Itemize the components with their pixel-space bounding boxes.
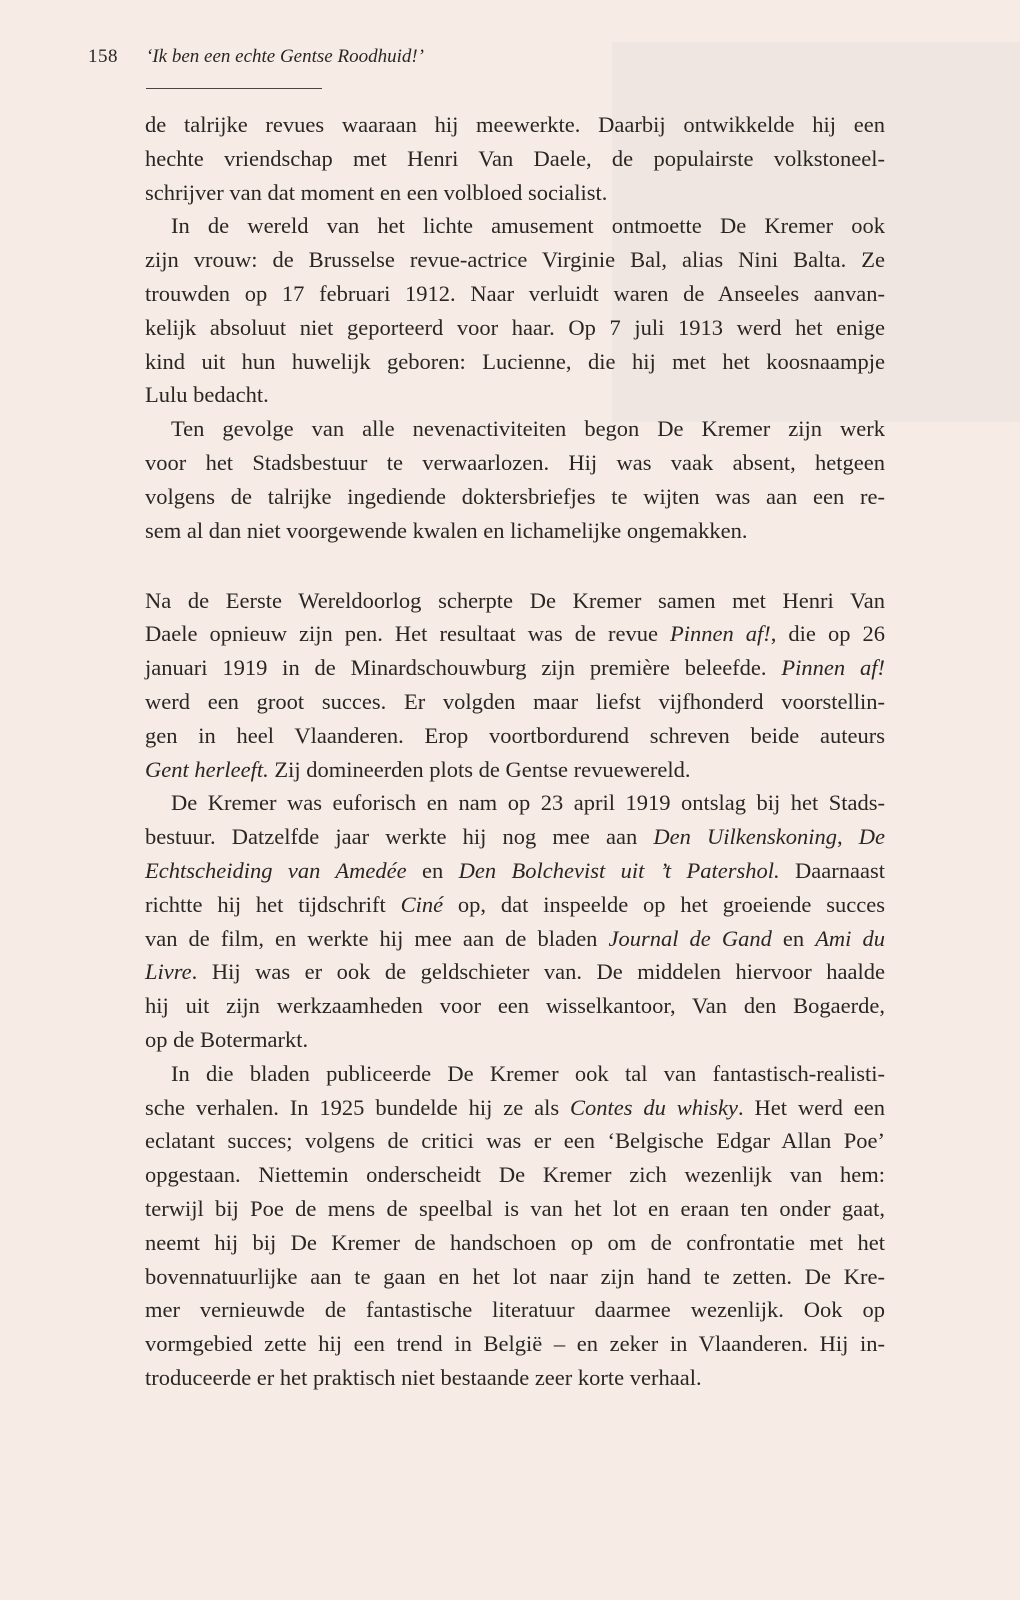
text-run: . Hij was er ook de geldschieter van. De middelen hiervoor haalde [191, 959, 885, 985]
text-run: De Kremer was euforisch en nam op 23 april 1919 ontslag bij het Stads- [171, 790, 885, 816]
italic-title: Echtscheiding van Amedée [145, 857, 407, 883]
text-line [145, 1093, 885, 1123]
text-run: eclatant succes; volgens de critici was er een ‘Belgische Edgar Allan Poe’ [145, 1128, 885, 1154]
text-run: werd een groot succes. Er volgden maar liefst vijfhonderd voorstellin- [145, 688, 885, 714]
italic-title: Ami du [815, 925, 885, 951]
text-line [145, 755, 885, 785]
text-run: de talrijke revues waaraan hij meewerkte. Daarbij ontwikkelde hij een [145, 112, 885, 137]
text-run: volgens de talrijke ingediende doktersbriefjes te wijten was aan een re- [145, 483, 885, 509]
text-run: op de Botermarkt. [145, 1026, 309, 1052]
italic-title: Contes du whisky [570, 1094, 739, 1120]
text-line [145, 1329, 885, 1359]
text-line [145, 957, 885, 987]
text-run: troduceerde er het praktisch niet bestaande zeer korte verhaal. [145, 1364, 702, 1390]
text-run: richtte hij het tijdschrift [145, 891, 401, 917]
text-line [145, 448, 885, 478]
text-line [145, 890, 885, 920]
text-run: van de film, en werkte hij mee aan de bladen [145, 925, 609, 951]
text-run: Zij domineerden plots de Gentse revuewereld. [268, 756, 691, 782]
text-line [145, 347, 885, 377]
text-run: en [771, 925, 816, 951]
text-run: gen in heel Vlaanderen. Erop voortbordurend schreven beide auteurs [145, 722, 885, 748]
text-line [145, 1126, 885, 1156]
italic-title: De [858, 824, 885, 850]
text-line [145, 687, 885, 717]
italic-title: Gent herleeft. [145, 756, 269, 782]
text-run: , [836, 824, 859, 850]
text-run: Daarnaast [779, 857, 885, 883]
text-run: terwijl bij Poe de mens de speelbal is van het lot en eraan ten onder gaat, [145, 1195, 885, 1221]
text-run: voor het Stadsbestuur te verwaarlozen. Hij was vaak absent, hetgeen [145, 450, 885, 475]
text-run: sem al dan niet voorgewende kwalen en lichamelijke ongemakken. [145, 517, 748, 543]
text-line [145, 721, 885, 751]
text-line [145, 1262, 885, 1292]
text-run: bovennatuurlijke aan te gaan en het lot naar zijn hand te zetten. De Kre- [145, 1263, 885, 1289]
italic-title: Pinnen af! [670, 621, 771, 647]
text-run: januari 1919 in de Minardschouwburg zijn première beleefde. [145, 655, 782, 681]
text-run: op, dat inspeelde op het groeiende succes [443, 891, 885, 917]
text-run: . Het werd een [738, 1094, 885, 1120]
text-run: vormgebied zette hij een trend in België – en zeker in Vlaanderen. Hij in- [145, 1331, 885, 1357]
text-line [145, 991, 885, 1021]
text-line [145, 1228, 885, 1258]
header-rule [146, 88, 322, 89]
text-run: Daele opnieuw zijn pen. Het resultaat was de revue [145, 621, 670, 647]
text-run: In die bladen publiceerde De Kremer ook tal van fantastisch-realisti- [171, 1060, 885, 1086]
italic-title: Ciné [400, 891, 444, 917]
text-run: schrijver van dat moment en een volbloed socialist. [145, 179, 608, 205]
text-line [145, 178, 885, 208]
text-line [145, 313, 885, 343]
text-line [171, 1059, 885, 1089]
text-line [145, 1363, 885, 1393]
text-line [145, 619, 885, 649]
text-line [145, 586, 885, 616]
text-run: neemt hij bij De Kremer de handschoen op om de confrontatie met het [145, 1229, 885, 1255]
text-run: Na de Eerste Wereldoorlog scherpte De Kremer samen met Henri Van [145, 587, 885, 613]
text-line [145, 482, 885, 512]
running-title: ‘Ik ben een echte Gentse Roodhuid!’ [146, 46, 425, 67]
text-line [145, 1025, 885, 1055]
text-run: opgestaan. Niettemin onderscheidt De Kremer zich wezenlijk van hem: [145, 1162, 885, 1188]
text-line [145, 144, 885, 174]
text-line [145, 822, 885, 852]
text-line [145, 924, 885, 954]
text-line [145, 1194, 885, 1224]
text-line [145, 856, 885, 886]
italic-title: Livre [145, 959, 192, 985]
page-number: 158 [88, 46, 118, 67]
italic-title: Den Bolchevist uit ’t Patershol. [458, 857, 780, 883]
text-run: hij uit zijn werkzaamheden voor een wisselkantoor, Van den Bogaerde, [145, 993, 885, 1019]
text-line [171, 211, 885, 241]
text-run: trouwden op 17 februari 1912. Naar verluidt waren de Anseeles aanvan- [145, 281, 885, 306]
text-line [171, 788, 885, 818]
running-header [88, 46, 424, 68]
text-run: In de wereld van het lichte amusement ontmoette De Kremer ook [171, 213, 885, 239]
text-run: , die op 26 [770, 621, 885, 647]
text-run: en [406, 857, 459, 883]
italic-title: Den Uilkenskoning [653, 824, 837, 850]
text-run: Lulu bedacht. [145, 382, 269, 408]
text-run: bestuur. Datzelfde jaar werkte hij nog mee aan [145, 824, 654, 850]
text-line [145, 516, 885, 546]
text-line [145, 1160, 885, 1190]
text-run: mer vernieuwde de fantastische literatuur daarmee wezenlijk. Ook op [145, 1297, 885, 1323]
text-line [145, 245, 885, 275]
text-line [171, 414, 885, 444]
text-line [145, 653, 885, 683]
text-run: kind uit hun huwelijk geboren: Lucienne, die hij met het koosnaampje [145, 348, 885, 374]
text-run: Ten gevolge van alle nevenactiviteiten begon De Kremer zijn werk [171, 416, 885, 442]
text-line [145, 279, 885, 309]
text-run: sche verhalen. In 1925 bundelde hij ze als [145, 1094, 571, 1120]
text-line [145, 110, 885, 140]
text-run: zijn vrouw: de Brusselse revue-actrice Virginie Bal, alias Nini Balta. Ze [145, 247, 885, 273]
italic-title: Journal de Gand [608, 925, 772, 951]
text-line [145, 380, 885, 410]
italic-title: Pinnen af! [781, 655, 885, 681]
text-line [145, 1295, 885, 1325]
text-run: kelijk absoluut niet geporteerd voor haar. Op 7 juli 1913 werd het enige [145, 314, 885, 340]
text-run: hechte vriendschap met Henri Van Daele, de populairste volkstoneel- [145, 145, 885, 171]
